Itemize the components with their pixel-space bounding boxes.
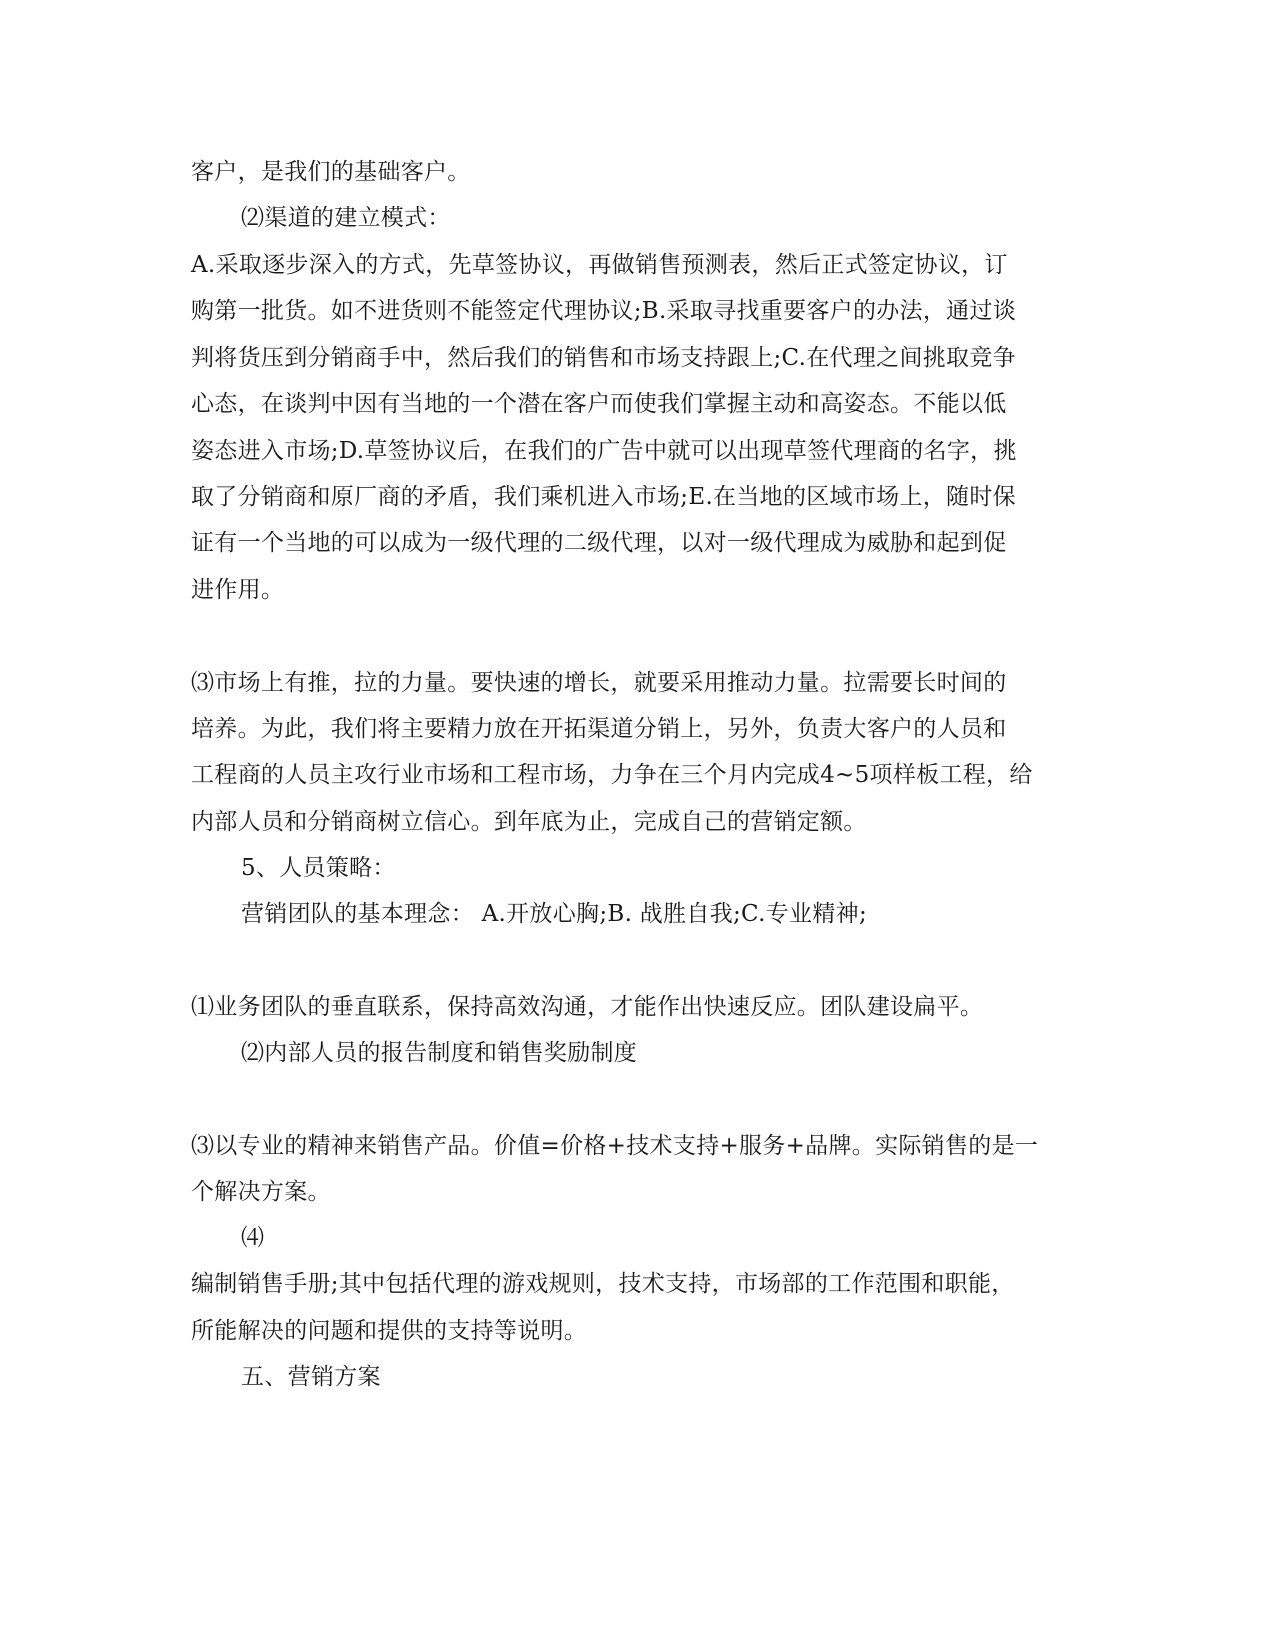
text-line: 购第一批货。如不进货则不能签定代理协议;B.采取寻找重要客户的办法，通过谈 [191, 298, 1017, 324]
text-line: 营销团队的基本理念： A.开放心胸;B. 战胜自我;C.专业精神; [241, 901, 867, 927]
text-line: 取了分销商和原厂商的矛盾，我们乘机进入市场;E.在当地的区域市场上，随时保 [191, 484, 1016, 510]
section-heading: 五、营销方案 [241, 1364, 381, 1390]
text-line: 内部人员和分销商树立信心。到年底为止，完成自己的营销定额。 [191, 809, 867, 835]
text-line: 判将货压到分销商手中，然后我们的销售和市场支持跟上;C.在代理之间挑取竞争 [191, 345, 1016, 371]
text-line: 工程商的人员主攻行业市场和工程市场，力争在三个月内完成4~5项样板工程，给 [191, 762, 1033, 788]
text-line: ⑷ [241, 1225, 265, 1251]
text-line: 培养。为此，我们将主要精力放在开拓渠道分销上，另外，负责大客户的人员和 [191, 716, 1007, 742]
text-line: 个解决方案。 [191, 1179, 331, 1205]
text-line: 编制销售手册;其中包括代理的游戏规则，技术支持，市场部的工作范围和职能， [191, 1271, 1015, 1297]
text-line: 客户，是我们的基础客户。 [191, 159, 471, 185]
text-line: 证有一个当地的可以成为一级代理的二级代理，以对一级代理成为威胁和起到促 [191, 530, 1007, 556]
text-line: 所能解决的问题和提供的支持等说明。 [191, 1318, 588, 1344]
text-line: 进作用。 [191, 577, 285, 603]
text-line: ⑵渠道的建立模式： [241, 205, 451, 231]
text-line: ⑵内部人员的报告制度和销售奖励制度 [241, 1040, 638, 1066]
text-line: ⑴业务团队的垂直联系，保持高效沟通，才能作出快速反应。团队建设扁平。 [191, 994, 984, 1020]
text-line: 心态，在谈判中因有当地的一个潜在客户而使我们掌握主动和高姿态。不能以低 [191, 391, 1007, 417]
text-line: ⑶以专业的精神来销售产品。价值=价格+技术支持+服务+品牌。实际销售的是一 [191, 1133, 1039, 1159]
text-line: A.采取逐步深入的方式，先草签协议，再做销售预测表，然后正式签定协议，订 [191, 252, 1008, 278]
text-line: 5、人员策略： [241, 855, 396, 881]
text-line: 姿态进入市场;D.草签协议后，在我们的广告中就可以出现草签代理商的名字，挑 [191, 438, 1017, 464]
text-line: ⑶市场上有推，拉的力量。要快速的增长，就要采用推动力量。拉需要长时间的 [191, 670, 1007, 696]
